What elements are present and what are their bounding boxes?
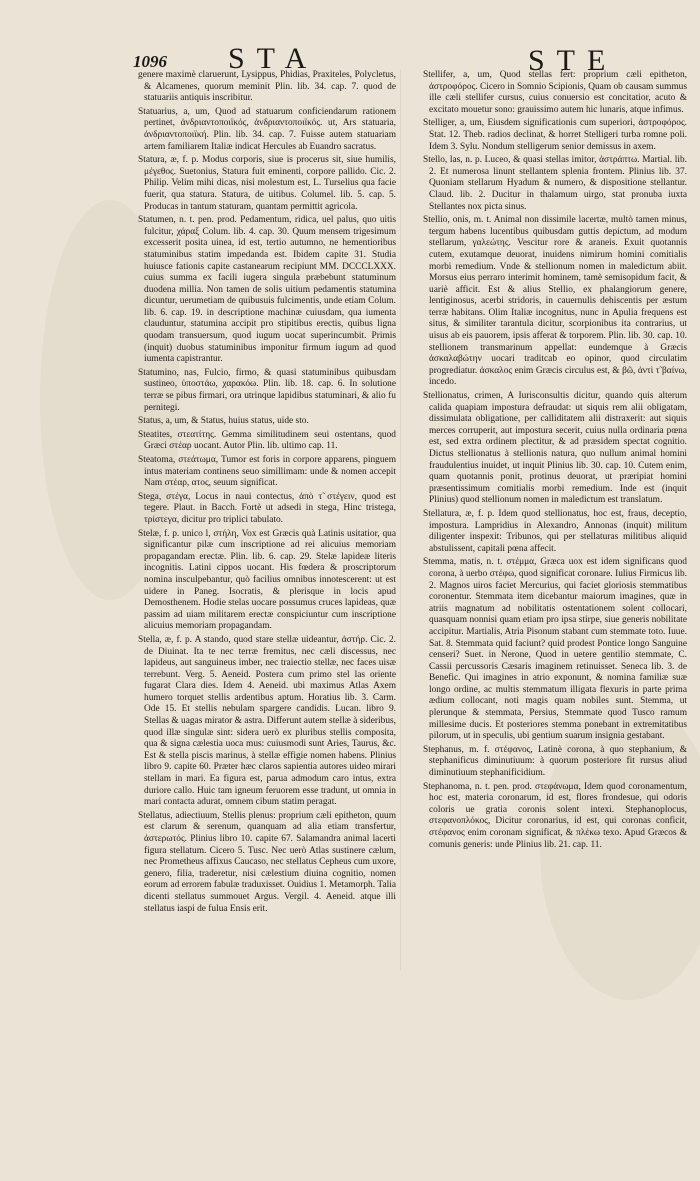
- running-head-left: STA: [228, 42, 319, 75]
- entry-text: Stellionatus, crimen, A Iurisconsultis dicitur, quando quis alterum calida quapiam impostura defraudat: ut siquis rem alii obligatam, dissimulata obligatione, per calliditatem alii distraxerit: aut siquis merces corruperit, aut impostura secerit, cuius nulla ordinaria pœna est, sed extra ordinem plectitur, & ad præsidem spectat cognitio. Dictus stellionatus à stellionis natura, quo nullum animal homini fraudulentius inuidet, ut inquit Plinius lib. 30. cap. 10. Cutem enim, quam quotannis ponit, protinus deuorat, ut præripiat homini præsentissimum comitialis morbi remedium. Inde est (inquit Plinius) quod stellionum nomen in maledictum est translatum.: [423, 391, 687, 506]
- entry-text: Statumen, n. t. pen. prod. Pedamentum, ridica, uel palus, quo uitis fulcitur, χάραξ Colum. lib. 4. cap. 30. Quum mensem trigesimum excesserit posita uinea, id est, tertio autumno, ne hementioribus statuminibus statim impedanda est. Ibidem capite 31. Studia huiusce fationis capite castanearum recipiunt MM. DCCCLXXX. cuius summa ex facili iugera singula præbebunt statuminum duodena millia. Non tamen de solis uitium pedamentis statumina dicuntur, uerumetiam de quibusuis fulcimentis, unde etiam Colum. lib. 6. cap. 19. in descriptione machinæ cuiusdam, qua iumenta clauduntur, statumina accipit pro stipitibus erectis, quibus ligna quodam transuersum, quod iugum uocat superincumbit. Primis (inquit) duobus statuminibus imponitur firmum iugum ad quod iumenta capistrantur.: [138, 215, 396, 365]
- entry-text: Stellatura, æ, f. p. Idem quod stellionatus, hoc est, fraus, deceptio, impostura. Lampridius in Alexandro, Annonas (inquit) militum diligenter inspexit: Tribunos, qui per stellaturas militibus aliquid abstulissent, capitali pœna affecit.: [423, 508, 687, 554]
- right-column: [423, 70, 687, 853]
- entry-text: Stega, στέγα, Locus in naui contectus, ἀπὸ τ̃ στέγειν, quod est tegere. Plaut. in Bacch. Fortè ut adsedi in stega, Hinc tristega, τρίστεγα, dicitur pro triplici tabulato.: [138, 491, 396, 525]
- entry-text: Stelliger, a, um, Eiusdem significationis cum superiori, ἀστροφόρος. Stat. 12. Theb. radios declinat, & horret Stelligeri turba romne poli. Idem 3. Sylu. Nondum stelligerum senior demissus in axem.: [423, 118, 687, 152]
- entry-text: Stellifer, a, um, Quod stellas fert: proprium cæli epitheton, ἀστροφόρος. Cicero in Somnio Scipionis, Quam ob causam summus ille cæli stellifer cursus, cuius conuersio est concitatior, acuto & excitato mouetur sono: grauissimo autem hic lunaris, atque infimus.: [423, 70, 687, 115]
- entry-text: Stephanus, m. f. στέφανος, Latinè corona, à quo stephanium, & stephanificus diminutiuum: à quorum posteriore fit rursus aliud diminutiuum stephanificidium.: [423, 744, 687, 779]
- entry-text: Stellatus, adiectiuum, Stellis plenus: proprium cæli epitheton, quum est clarum & serenum, quanquam ad alia etiam transfertur, ἀστερωτός. Plinius libro 10. capite 67. Salamandra animal lacerti figura stellatum. Cicero 5. Tusc. Nec uerò Atlas sustinere cælum, nec Prometheus affixus Caucaso, nec stellatus Cepheus cum uxore, genero, filia, traderetur, nisi cælestium diuina cognitio, nomen eorum ad errorem fabulæ traduxisset. Ouidius 1. Metamorph. Talia dicenti stellatus summouet Argus. Vergil. 4. Aeneid. atque illi stellatus iaspi de fulua Ensis erit.: [138, 810, 396, 914]
- entry-text: Statura, æ, f. p. Modus corporis, siue is procerus sit, siue humilis, μέγεθος. Suetonius, Statura fuit eminenti, corpore pallido. Cic. 2. Philip. Velim mihi dicas, nisi molestum est, L. Turselius qua facie fuerit, qua statura. Statura, de uitibus. Columel. lib. 5. cap. 5. Producas in tantum staturam, quantam permittit agricola.: [138, 155, 396, 212]
- entry-text: Statuarius, a, um, Quod ad statuarum conficiendarum rationem pertinet, ἀνδριαντοποιϊκός, ἀνδριαντοποιϊκός. ut, Ars statuaria, ἀνδριαντοποιϊκή. Plin. lib. 34. cap. 7. Fuisse autem statuariam artem familiarem Italiæ indicat Hercules ab Euandro sacratus.: [138, 106, 396, 152]
- page-number: 1096: [133, 52, 167, 71]
- entry-text: Stemma, matis, n. t. στέμμα, Græca uox est idem significans quod corona, à uerbo στέφω, quod significat coronare. Iulius Firmicus lib. 2. Magnos uiros faciet Mercurius, qui faciet gloriosis stemmatibus coronentur. Stemmata item dicebantur maiorum imagines, quæ in atriis magnatum ad nobilitatis ostentationem solent collocari, quasquam nonnisi quam etiam pro ipsa stirpe, siue generis nobilitate accipitur. Martialis, Atria Pisonum stabant cum stemmate toto. Iuue. Sat. 8. Stemmata quid faciunt? quid prodest Pontice longo Sanguine censeri? Suet. in Nerone, Quod in uetere gentilio stemmate, C. Cassii percussoris Cæsaris imaginem retinuisset. Seneca lib. 3. de Benefic. Qui imagines in atrio exponunt, & nomina familiæ suæ longo ordine, ac multis stemmatum illigata flexuris in parte prima ædium collocant, noti magis quam nobiles sunt. Stemma, ut plerunque & stemmata, Persius, Stemmate quod Tusco ramum millesime ducis. Et posteriores stemma ponebant in extremitatibus pilorum, ut in speculis, ubi gentium suarum insignia gestabant.: [423, 557, 687, 742]
- entry-text: genere maximè claruerunt, Lysippus, Phidias, Praxiteles, Polycletus, & Alcamenes, quorum meminit Plin. lib. 34. cap. 7. quod de statuariis antiquis inscribitur.: [138, 70, 396, 104]
- entry-text: Steatoma, στεάτωμα, Tumor est foris in corpore apparens, pinguem intus materiam continens seuo simillimam: unde & nomen accepit Nam στέαρ, ατος, seuum significat.: [138, 455, 396, 489]
- left-column: [138, 70, 396, 917]
- entry-text: Stellio, onis, m. t. Animal non dissimile lacertæ, multò tamen minus, tergum habens lucentibus quibusdam guttis depictum, ad modum stellarum, γαλεώτης. Vescitur rore & araneis. Exuit quotannis cutem, exutamque deuorat, inuidens nimirum homini comitialis morbi remedium. Vnde & stellionum nomen in maledictum abiit. Morsus eius perraro interimit hominem, tamè semisopidum facit, & uariè afficit. Est & alius Stellio, ex phalangiorum genere, lentiginosus, acerbi stridoris, in cauernulis dehiscentis per æstum terræ habitans. Olim Italiæ incognitus, nunc in Apulia frequens est situs, & similiter tarantula dicitur, scorpionibus ita contrarius, ut uisus ab eis pauorem, ipsis afferat & torporem. Plin. lib. 30. cap. 10. stellionem transmarinum appellat: eundemque à Græcis ἀσκαλαβώτην uocari traditcab eo opinor, quod circulatim progrediatur. ἀσκαλος enim Græcis circulus est, & βῶ, ἀντὶ τ̃ βαίνω, incedo.: [423, 215, 687, 388]
- entry-text: Stelæ, f. p. unico l, στήλη, Vox est Græcis quà Latinis usitatior, qua significantur pilæ cum inscriptione ad rei alicuius memoriam propagandam erectæ. Plin. lib. 6. cap. 29. Stelæ lapideæ literis incognitis. Latini cippos uocant. His fœdera & proscriptorum nomina insculpebantur, quò facilius omnibus innotescerent: ut est uidere in Paneg. Isocratis, & plerisque in locis apud Demosthenem. Hodie stelas uocare possumus cruces lapideas, quæ passim ad uiam militarem erectæ conspiciuntur cum inscriptione alicuius memoriam propagandam.: [138, 528, 396, 632]
- entry-text: Stephanoma, n. t. pen. prod. στεφάνωμα, Idem quod coronamentum, hoc est, materia coronarum, id est, flores frondesue, qui odoris coloris ue gratia coronis solent intexi. Stephanoplocus, στεφανοπλόκος, Dicitur coronarius, id est, qui coronas conficit, στέφανος enim coronam significat, & πλέκω texo. Apud Græcos & comunis generis: unde Plinius lib. 21. cap. 11.: [423, 781, 687, 850]
- entry-text: Steatites, στεατίτης. Gemma similitudinem seui ostentans, quod Græci στέαρ uocant. Autor Plin. lib. ultimo cap. 11.: [138, 429, 396, 452]
- entry-text: Stello, las, n. p. Luceo, & quasi stellas imitor, ἀστράπτω. Martial. lib. 2. Et numerosa linunt stellantem splenia frontem. Plinius lib. 37. Quoniam stellarum Hyadum & numero, & dispositione stellantur. Claud. lib. 2. Ducitur in thalamum uirgo, stat pronuba iuxta Stellantes nox picta sinus.: [423, 155, 687, 212]
- entry-text: Statumino, nas, Fulcio, firmo, & quasi statuminibus quibusdam sustineo, ὑποστάω, χαρακόω. Plin. lib. 18. cap. 6. In solutione terræ se pibus firmari, ora utrinque lapidibus statuminari, & alio fu pernitegi.: [138, 367, 396, 413]
- entry-text: Stella, æ, f. p. A stando, quod stare stellæ uideantur, ἀστήρ. Cic. 2. de Diuinat. Ita te nec terræ fremitus, nec cæli discessus, nec lapideus, aut sanguineus imber, nec traiectio stellæ, nec faces uisæ terrebunt. Verg. 5. Aeneid. Postera cum primo stel las oriente fugarat Clara dies. Idem 4. Aeneid. ubi maximus Atlas Axem humero torquet stellis ardentibus aptum. Horatius lib. 3. Carm. Ode 15. Et stellis nebulam spargere candidis. Lucan. libro 9. Stellas & uagas mirator & astra. Differunt autem stellæ à sideribus, quod illæ singulæ sint: sidera uerò ex pluribus stellis composita, qua & signa cælestia uoca mus: cuiusmodi sunt Aries, Taurus, &c. Est & stella piscis marinus, à stellæ effigie nomen habens. Plinius libro 9. capite 60. Præter hæc claros sapientia autores uideo mirari stellam in mari. Ea figura est, parua admodum caro intus, extra duriore callo. Huic tam igneum feruorem esse tradunt, ut omnia in mari contacta adurat, omnem cibum statim peragat.: [138, 634, 396, 808]
- column-gutter: [400, 70, 401, 970]
- entry-text: Status, a, um, & Status, huius status, uide sto.: [138, 416, 309, 427]
- running-head-right: STE: [528, 44, 618, 77]
